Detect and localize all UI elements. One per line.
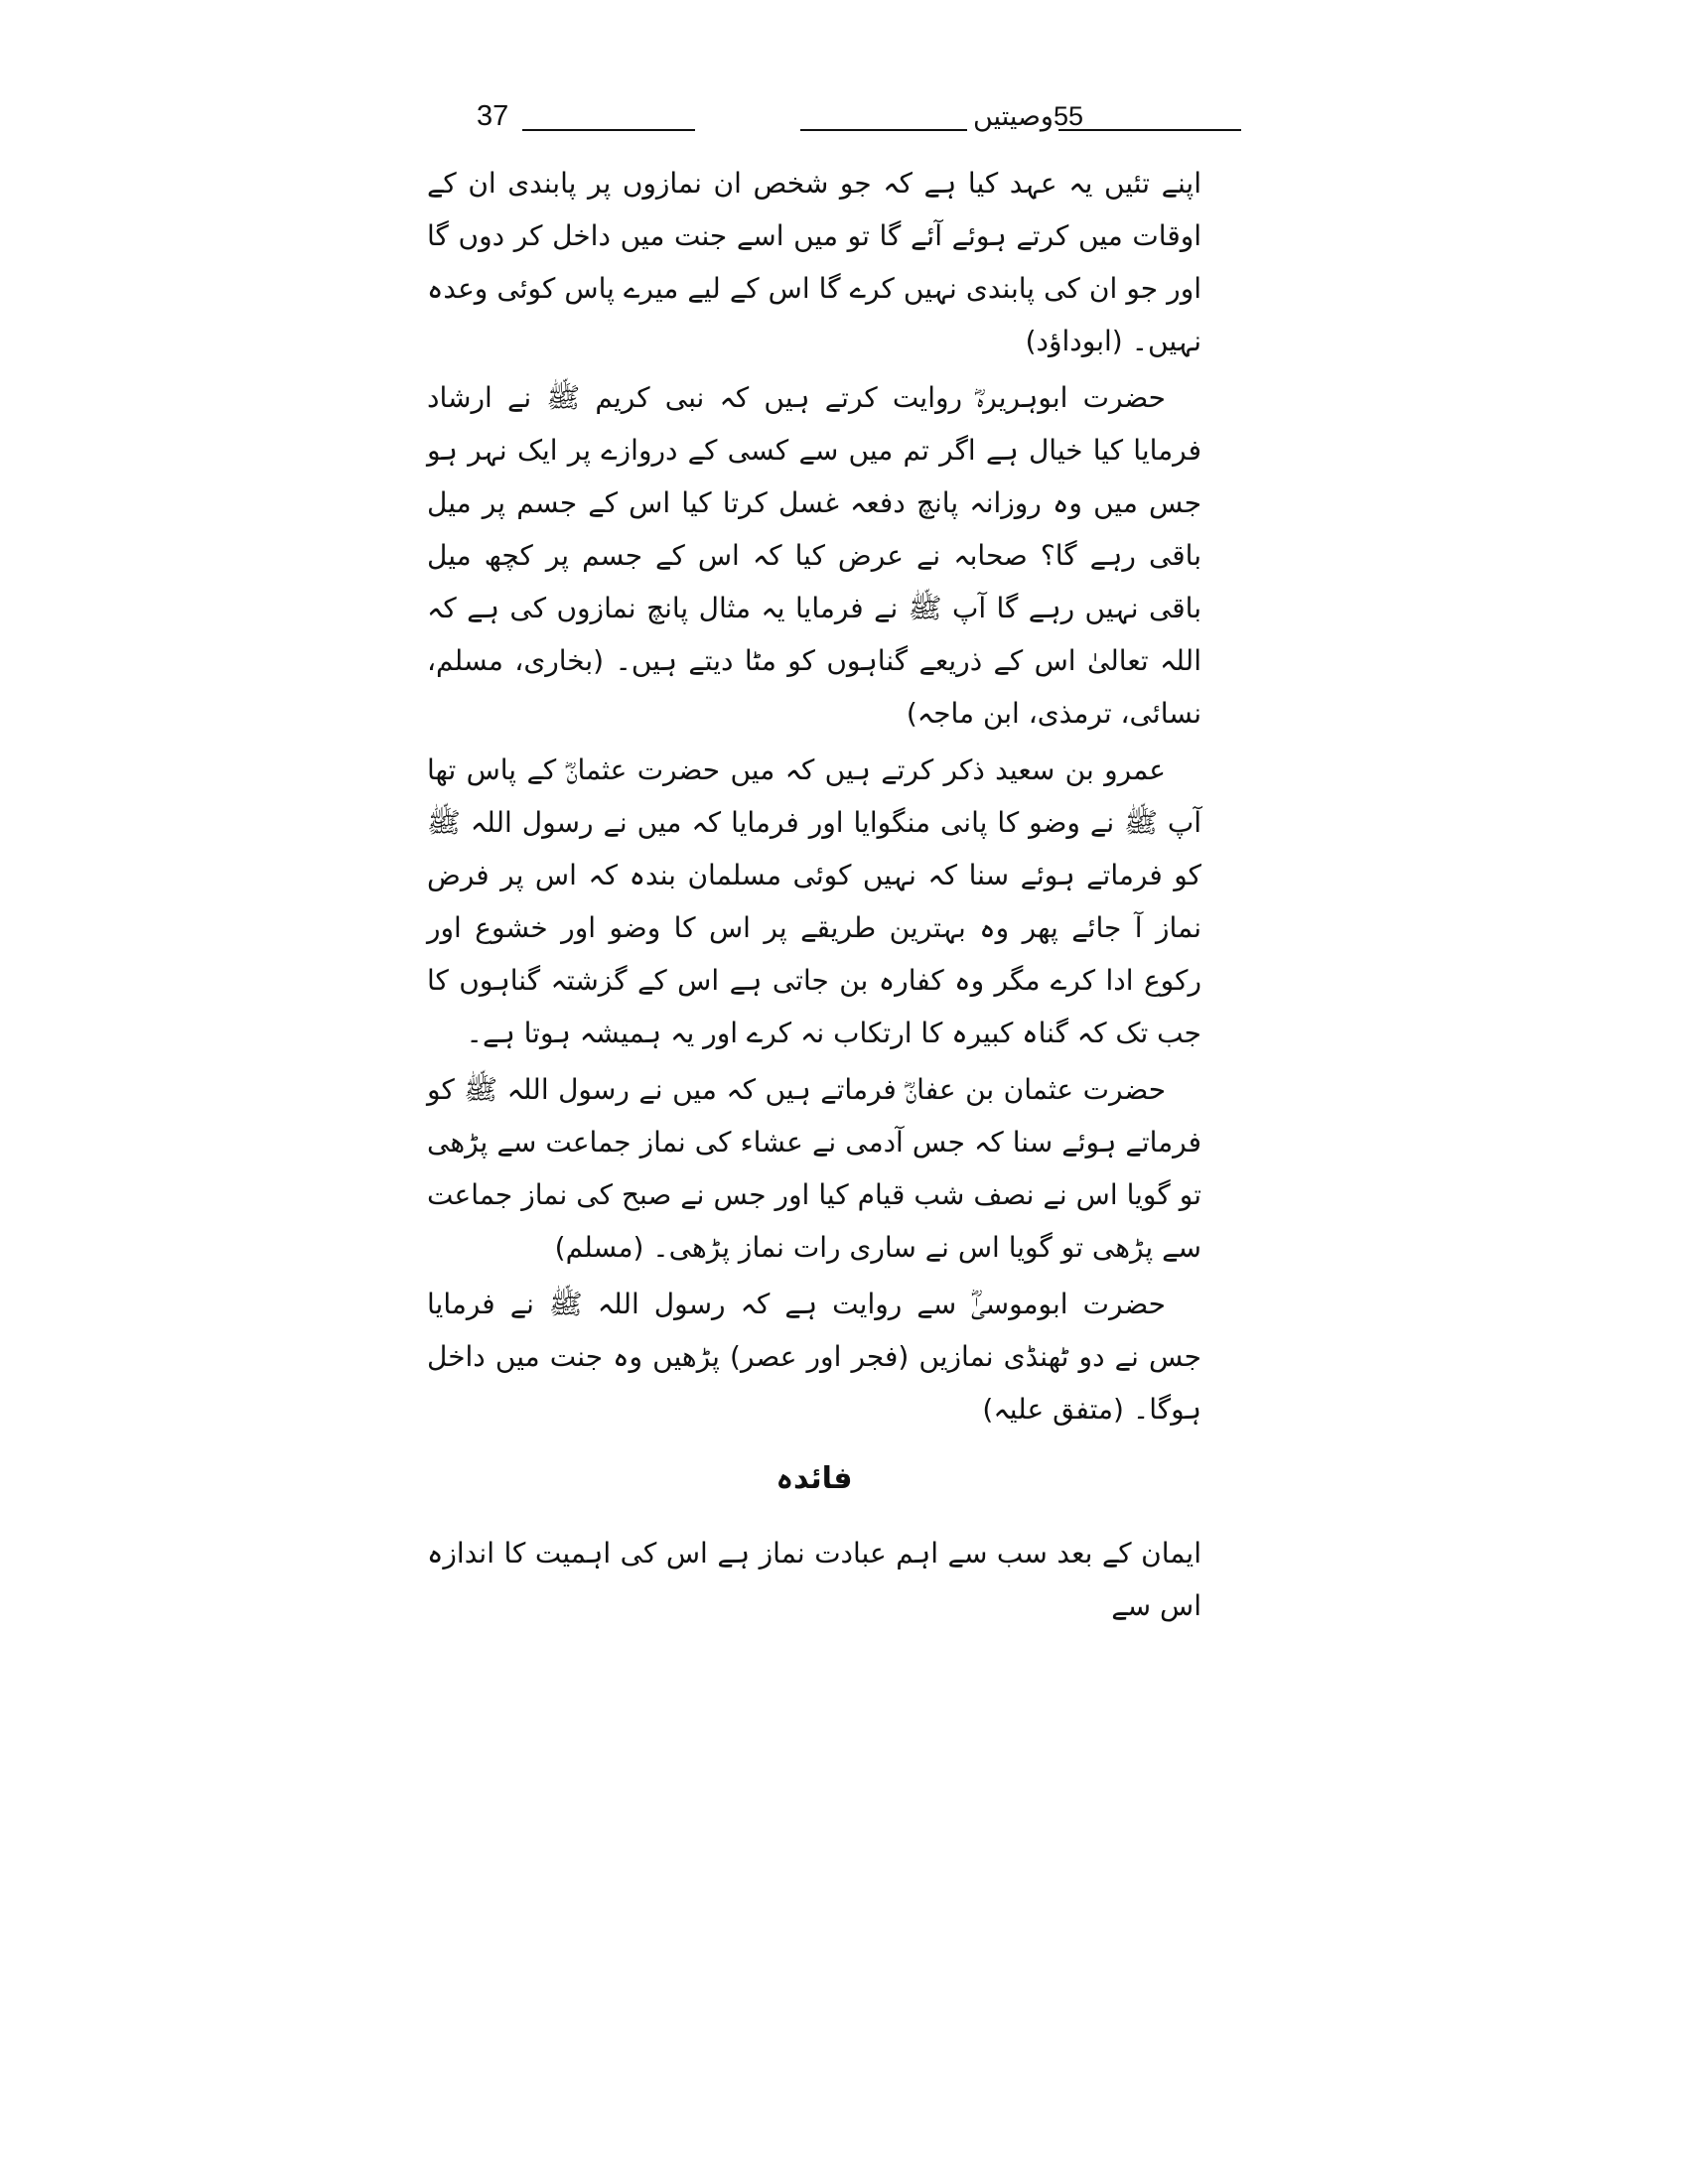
- section-heading: فائدہ: [775, 1461, 853, 1496]
- paragraph: حضرت ابوموسیٰؓ سے روایت ہے کہ رسول اللہ ﷺ نے فرمایا جس نے دو ٹھنڈی نمازیں (فجر اور عصر) پڑھیں وہ جنت میں داخل ہوگا۔ (متفق علیہ): [427, 1288, 1201, 1426]
- paragraph: حضرت ابوہریرہؓ روایت کرتے ہیں کہ نبی کریم ﷺ نے ارشاد فرمایا کیا خیال ہے اگر تم میں سے کسی کے دروازے پر ایک نہر ہو جس میں وہ روزانہ پانچ دفعہ غسل کرتا کیا اس کے جسم پر میل باقی رہے گا؟ صحابہ نے عرض کیا کہ اس کے جسم پر کچھ میل باقی نہیں رہے گا آپ ﷺ نے فرمایا یہ مثال پانچ نمازوں کی ہے کہ اللہ تعالیٰ اس کے ذریعے گناہوں کو مٹا دیتے ہیں۔ (بخاری، مسلم، نسائی، ترمذی، ابن ماجہ): [427, 381, 1201, 730]
- header-rule: [800, 129, 967, 131]
- paragraph: حضرت عثمان بن عفانؓ فرماتے ہیں کہ میں نے رسول اللہ ﷺ کو فرماتے ہوئے سنا کہ جس آدمی نے عشاء کی نماز جماعت سے پڑھی تو گویا اس نے نصف شب قیام کیا اور جس نے صبح کی نماز جماعت سے پڑھی تو گویا اس نے ساری رات نماز پڑھی۔ (مسلم): [427, 1073, 1201, 1264]
- book-title: 55وصیتیں: [973, 101, 1084, 131]
- header-rule: [522, 129, 695, 131]
- running-header: [467, 99, 1241, 139]
- paragraph: اپنے تئیں یہ عہد کیا ہے کہ جو شخص ان نمازوں پر پابندی ان کے اوقات میں کرتے ہوئے آئے گا تو میں اسے جنت میں داخل کر دوں گا اور جو ان کی پابندی نہیں کرے گا اس کے لیے میرے پاس کوئی وعدہ نہیں۔ (ابوداؤد): [427, 167, 1201, 357]
- paragraph: عمرو بن سعید ذکر کرتے ہیں کہ میں حضرت عثمانؓ کے پاس تھا آپ ﷺ نے وضو کا پانی منگوایا اور فرمایا کہ میں نے رسول اللہ ﷺ کو فرماتے ہوئے سنا کہ نہیں کوئی مسلمان بندہ کہ اس پر فرض نماز آ جائے پھر وہ بہترین طریقے پر اس کا وضو اور خشوع اور رکوع ادا کرے مگر وہ کفارہ بن جاتی ہے اس کے گزشتہ گناہوں کا جب تک کہ گناہ کبیرہ کا ارتکاب نہ کرے اور یہ ہمیشہ ہوتا ہے۔: [427, 753, 1201, 1049]
- closing-line: ایمان کے بعد سب سے اہم عبادت نماز ہے اس کی اہمیت کا اندازہ اس سے: [427, 1537, 1201, 1622]
- header-rule: [1058, 129, 1241, 131]
- body-text: [427, 157, 1201, 1636]
- page-number: 37: [477, 100, 509, 132]
